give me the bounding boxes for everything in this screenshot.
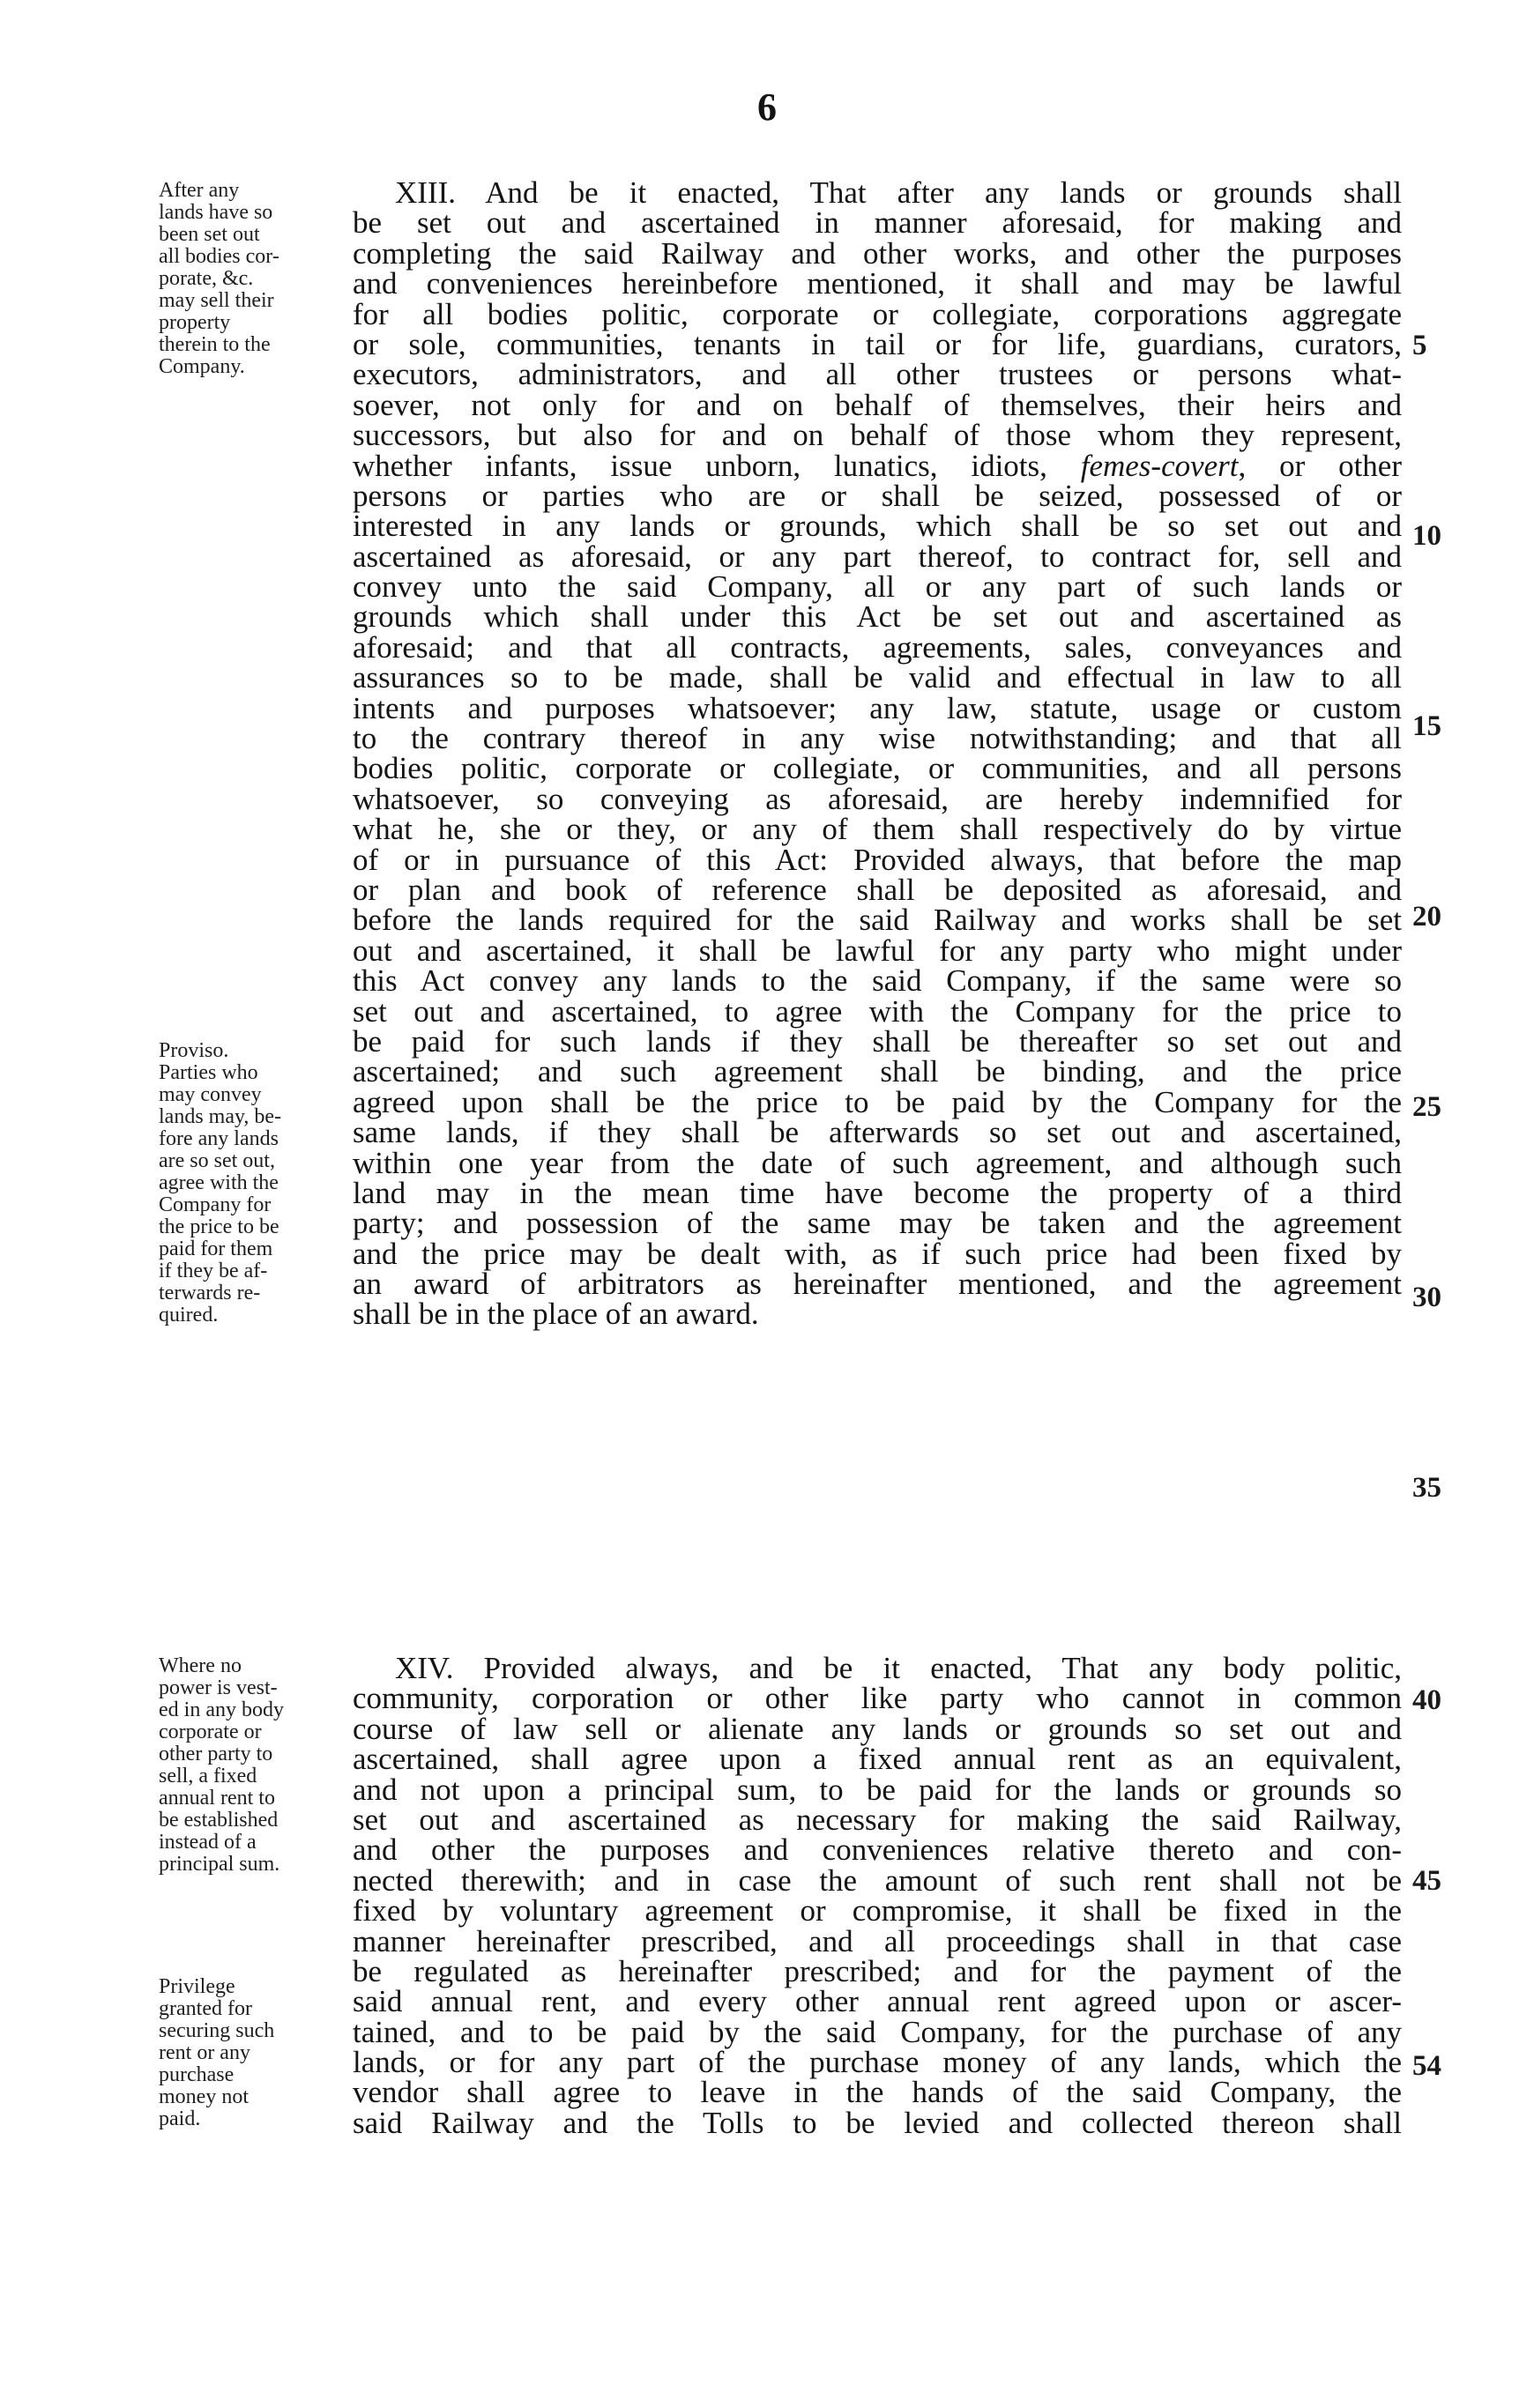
margin-note-line: Parties who	[159, 1061, 258, 1084]
margin-note-privilege	[159, 1976, 348, 2130]
margin-note-line: if they be af-	[159, 1260, 268, 1282]
line-number: 20	[1412, 901, 1441, 933]
section-line: convey unto the said Company, all or any part of such lands or	[353, 569, 1402, 605]
section-line: and conveniences hereinbefore mentioned, it shall and may be lawful	[353, 266, 1402, 301]
margin-note-line: other party to	[159, 1743, 273, 1765]
section-line: be regulated as hereinafter prescribed; and for the payment of the	[353, 1953, 1402, 1988]
section-line: whatsoever, so conveying as aforesaid, are hereby indemnified for	[353, 781, 1402, 816]
section-line: shall be in the place of an award.	[353, 1297, 759, 1332]
section-line: intents and purposes whatsoever; any law, statute, usage or custom	[353, 690, 1402, 725]
margin-note-line: instead of a	[159, 1831, 257, 1854]
section-xiv	[353, 1651, 1402, 2140]
margin-note-line: may convey	[159, 1083, 262, 1106]
margin-note-line: been set out	[159, 223, 260, 246]
margin-note-line: corporate or	[159, 1721, 262, 1743]
margin-note-line: Company.	[159, 355, 245, 378]
section-line: or sole, communities, tenants in tail or for life, guardians, curators,	[353, 326, 1402, 361]
margin-note-line: purchase	[159, 2063, 235, 2086]
line-number: 45	[1412, 1865, 1441, 1897]
margin-note-line: Privilege	[159, 1975, 235, 1998]
margin-note-line: paid for them	[159, 1237, 273, 1260]
section-line: before the lands required for the said Railway and works shall be set	[353, 903, 1402, 938]
section-line: ascertained as aforesaid, or any part thereof, to contract for, sell and	[353, 539, 1402, 574]
section-line: assurances so to be made, shall be valid and effectual in law to all	[353, 660, 1402, 695]
section-line: XIII. And be it enacted, That after any lands or grounds shall	[395, 175, 1402, 210]
section-line: manner hereinafter prescribed, and all proceedings shall in that case	[353, 1923, 1402, 1958]
section-line: ascertained; and such agreement shall be binding, and the price	[353, 1054, 1402, 1089]
line-number: 25	[1412, 1091, 1441, 1123]
section-line: XIV. Provided always, and be it enacted, That any body politic,	[395, 1651, 1402, 1685]
margin-note-line: lands have so	[159, 201, 273, 224]
margin-note-line: terwards re-	[159, 1282, 261, 1304]
section-line: course of law sell or alienate any lands or grounds so set out and	[353, 1711, 1402, 1746]
section-line: fixed by voluntary agreement or compromise, it shall be fixed in the	[353, 1893, 1402, 1929]
margin-note-line: principal sum.	[159, 1853, 280, 1876]
section-line: an award of arbitrators as hereinafter mentioned, and the agreement	[353, 1267, 1402, 1302]
line-number: 54	[1412, 2050, 1441, 2082]
margin-note-line: property	[159, 311, 231, 334]
margin-note-line: lands may, be-	[159, 1105, 282, 1128]
section-line: tained, and to be paid by the said Company, for the purchase of any	[353, 2014, 1402, 2049]
section-line: whether infants, issue unborn, lunatics, idiots, femes-covert, or other	[353, 448, 1402, 483]
line-number: 30	[1412, 1282, 1441, 1313]
section-line: soever, not only for and on behalf of themselves, their heirs and	[353, 387, 1402, 422]
section-line: nected therewith; and in case the amount of such rent shall not be	[353, 1862, 1402, 1898]
section-line: bodies politic, corporate or collegiate, or communities, and all persons	[353, 751, 1402, 786]
section-line: aforesaid; and that all contracts, agreements, sales, conveyances and	[353, 629, 1402, 665]
section-line: agreed upon shall be the price to be paid by the Company for the	[353, 1084, 1402, 1119]
margin-note-line: securing such	[159, 2019, 275, 2042]
page-number: 6	[757, 85, 777, 129]
margin-note-line: power is vest-	[159, 1676, 278, 1699]
section-line: said Railway and the Tolls to be levied and collected thereon shall	[353, 2105, 1402, 2140]
section-line: of or in pursuance of this Act: Provided always, that before the map	[353, 842, 1402, 877]
margin-note-line: all bodies cor-	[159, 245, 279, 268]
margin-note-annual-rent	[159, 1655, 348, 1876]
section-line: persons or parties who are or shall be seized, possessed of or	[353, 478, 1402, 513]
margin-note-line: Where no	[159, 1654, 242, 1677]
margin-note-line: may sell their	[159, 289, 274, 312]
section-line: or plan and book of reference shall be deposited as aforesaid, and	[353, 872, 1402, 907]
line-number: 35	[1412, 1472, 1441, 1504]
margin-note-line: agree with the	[159, 1171, 279, 1194]
margin-note-line: fore any lands	[159, 1127, 279, 1150]
section-line: and other the purposes and conveniences relative thereto and con-	[353, 1832, 1402, 1868]
margin-note-line: quired.	[159, 1304, 219, 1327]
section-line: lands, or for any part of the purchase money of any lands, which the	[353, 2045, 1402, 2080]
margin-note-lands-sale	[159, 180, 348, 378]
margin-note-line: annual rent to	[159, 1787, 275, 1810]
section-line: and not upon a principal sum, to be paid for the lands or grounds so	[353, 1772, 1402, 1807]
margin-note-line: sell, a fixed	[159, 1765, 257, 1787]
margin-note-line: are so set out,	[159, 1149, 275, 1172]
margin-note-proviso	[159, 1040, 348, 1327]
margin-note-line: Proviso.	[159, 1039, 229, 1062]
margin-note-line: the price to be	[159, 1215, 279, 1238]
margin-note-line: paid.	[159, 2107, 201, 2130]
margin-note-line: therein to the	[159, 333, 271, 356]
section-line: ascertained, shall agree upon a fixed annual rent as an equivalent,	[353, 1742, 1402, 1777]
line-number: 40	[1412, 1684, 1441, 1716]
margin-note-line: rent or any	[159, 2041, 250, 2064]
section-line: for all bodies politic, corporate or collegiate, corporations aggregate	[353, 296, 1402, 331]
section-line: interested in any lands or grounds, which shall be so set out and	[353, 509, 1402, 544]
italic-term: femes-covert	[1080, 448, 1239, 483]
margin-note-line: granted for	[159, 1997, 252, 2020]
section-line: out and ascertained, it shall be lawful for any party who might under	[353, 933, 1402, 968]
section-line: community, corporation or other like party who cannot in common	[353, 1681, 1402, 1716]
margin-note-line: money not	[159, 2085, 249, 2108]
section-line: said annual rent, and every other annual rent agreed upon or ascer-	[353, 1984, 1402, 2019]
section-line: and the price may be dealt with, as if such price had been fixed by	[353, 1236, 1402, 1271]
section-line: party; and possession of the same may be taken and the agreement	[353, 1206, 1402, 1241]
line-number: 10	[1412, 520, 1441, 552]
margin-note-line: After any	[159, 179, 240, 202]
section-line: be set out and ascertained in manner aforesaid, for making and	[353, 205, 1402, 241]
margin-note-line: ed in any body	[159, 1698, 284, 1721]
margin-note-line: porate, &c.	[159, 267, 254, 290]
section-line: set out and ascertained as necessary for making the said Railway,	[353, 1802, 1402, 1837]
section-line: within one year from the date of such agreement, and although such	[353, 1145, 1402, 1180]
section-line: land may in the mean time have become the property of a third	[353, 1175, 1402, 1210]
section-line: same lands, if they shall be afterwards so set out and ascertained,	[353, 1115, 1402, 1150]
section-line: successors, but also for and on behalf of those whom they represent,	[353, 418, 1402, 453]
section-line: completing the said Railway and other works, and other the purposes	[353, 235, 1402, 271]
margin-note-line: be established	[159, 1809, 279, 1832]
margin-note-line: Company for	[159, 1193, 272, 1216]
section-line: this Act convey any lands to the said Company, if the same were so	[353, 963, 1402, 999]
line-number: 5	[1412, 330, 1427, 361]
section-line: to the contrary thereof in any wise notwithstanding; and that all	[353, 721, 1402, 756]
section-line: what he, she or they, or any of them shall respectively do by virtue	[353, 812, 1402, 847]
section-line: be paid for such lands if they shall be thereafter so set out and	[353, 1023, 1402, 1059]
line-number: 15	[1412, 710, 1441, 742]
section-xiii	[353, 175, 1402, 1332]
section-line: set out and ascertained, to agree with the Company for the price to	[353, 993, 1402, 1029]
section-line: vendor shall agree to leave in the hands of the said Company, the	[353, 2075, 1402, 2110]
section-line: grounds which shall under this Act be set out and ascertained as	[353, 599, 1402, 635]
section-line: executors, administrators, and all other trustees or persons what-	[353, 357, 1402, 392]
